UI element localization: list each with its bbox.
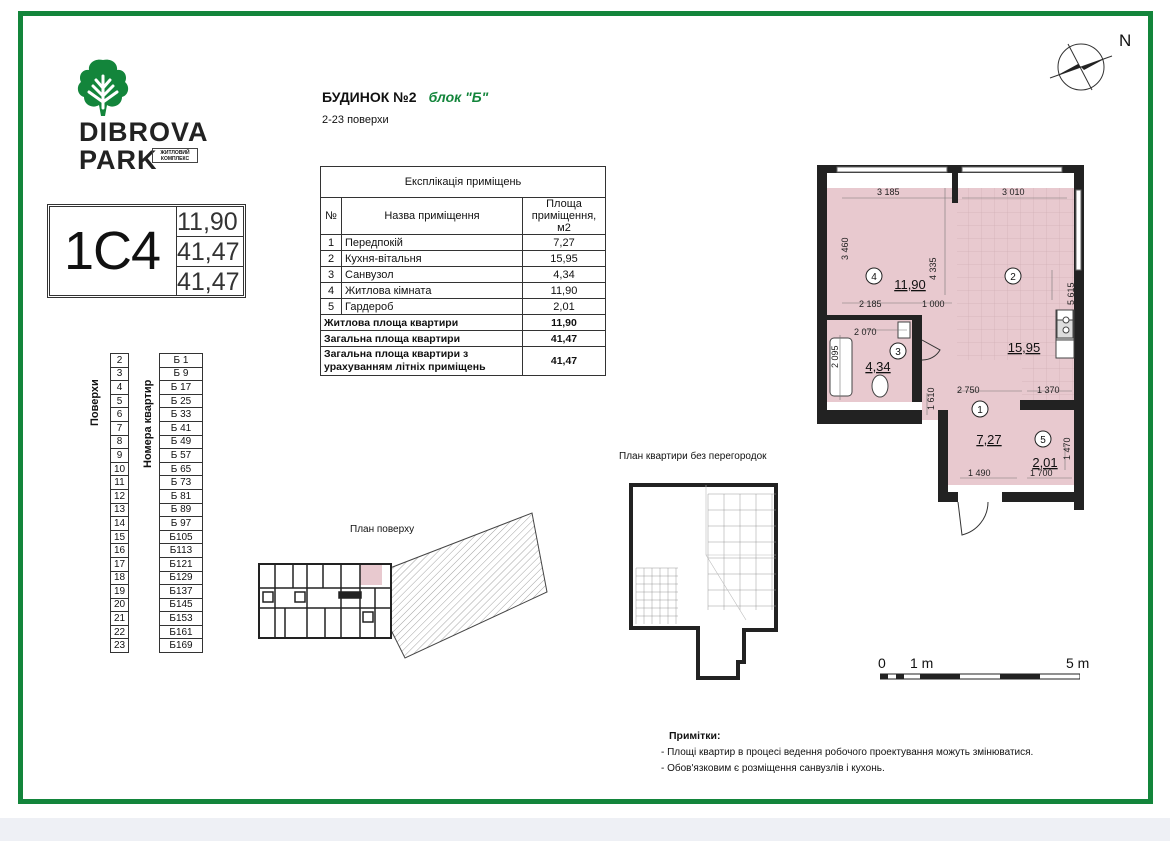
floor-number: 21 [111,612,129,626]
highlighted-apartment [360,565,382,585]
table-row [160,367,203,381]
apartment-number: Б 57 [160,449,203,463]
floor-number: 22 [111,625,129,639]
apartment-number: Б169 [160,639,203,653]
dim-text: 2 095 [830,345,840,368]
dim-text: 4 335 [928,257,938,280]
floors-range: 2-23 поверхи [322,114,389,126]
table-row [111,585,129,599]
total-row: Житлова площа квартири 11,90 [321,315,606,331]
logo-wordmark: DIBROVA PARK [79,117,209,175]
apartment-number: Б145 [160,598,203,612]
page-title [322,89,488,105]
apartment-area-values [176,207,243,295]
dim-text: 1 490 [968,468,991,478]
room-number: 5 [1040,435,1046,446]
floor-overview-plan [255,508,555,663]
apartment-number: Б 49 [160,435,203,449]
explication-title: Експлікація приміщень [321,167,606,198]
apartment-number: Б 9 [160,367,203,381]
dim-text: 1 370 [1037,385,1060,395]
room-number: 3 [895,347,901,358]
floor-number: 8 [111,435,129,449]
dim-text: 1 470 [1062,437,1072,460]
table-row [111,421,129,435]
scale-one: 1 m [910,655,934,671]
table-row [111,462,129,476]
dim-text: 1 000 [922,299,945,309]
apartment-number: Б161 [160,625,203,639]
floors-table [110,353,129,653]
floor-number: 6 [111,408,129,422]
building-label: БУДИНОК №2 [322,89,417,105]
floor-number: 18 [111,571,129,585]
table-row: 2 Кухня-вітальня 15,95 [321,251,606,267]
apartment-code-box [47,204,246,298]
room-area: 2,01 [1032,455,1058,470]
apartment-number: Б113 [160,544,203,558]
dim-text: 2 185 [859,299,882,309]
table-row [160,503,203,517]
apartment-number: Б 41 [160,421,203,435]
room-number: 1 [977,405,983,416]
table-row [111,476,129,490]
scale-zero: 0 [878,655,886,671]
table-row [111,625,129,639]
dim-text: 2 750 [957,385,980,395]
table-row: 4 Житлова кімната 11,90 [321,283,606,299]
scale-five: 5 m [1066,655,1090,671]
table-row [160,625,203,639]
floor-number: 14 [111,517,129,531]
table-row [160,489,203,503]
floors-label: Поверхи [89,379,101,426]
floor-number: 9 [111,449,129,463]
logo-subtitle: ЖИТЛОВИЙ КОМПЛЕКС [152,148,198,163]
table-row: 5 Гардероб 2,01 [321,299,606,315]
total-area-value: 41,47 [177,237,243,267]
living-area-value: 11,90 [177,207,243,237]
table-row [160,517,203,531]
table-row [111,489,129,503]
apartment-number: Б 25 [160,394,203,408]
col-num-header: № [321,198,342,235]
table-row [111,598,129,612]
floor-number: 5 [111,394,129,408]
apartment-number: Б153 [160,612,203,626]
apartment-number: Б 17 [160,381,203,395]
floor-number: 23 [111,639,129,653]
apartment-number: Б 73 [160,476,203,490]
floor-number: 7 [111,421,129,435]
table-row [111,571,129,585]
floor-number: 15 [111,530,129,544]
table-row [160,476,203,490]
room-number: 2 [1010,272,1016,283]
table-row: 3 Санвузол 4,34 [321,267,606,283]
room-area: 4,34 [865,359,891,374]
table-row [160,408,203,422]
table-row [160,639,203,653]
table-row [111,503,129,517]
apartment-number: Б 65 [160,462,203,476]
table-row [111,367,129,381]
total-row: Загальна площа квартири 41,47 [321,331,606,347]
block-label: блок "Б" [428,89,489,105]
no-partitions-caption: План квартири без перегородок [619,451,767,462]
floor-number: 10 [111,462,129,476]
dim-text: 2 070 [854,327,877,337]
apartment-number: Б 97 [160,517,203,531]
floor-number: 11 [111,476,129,490]
apartment-number: Б 33 [160,408,203,422]
floor-number: 20 [111,598,129,612]
dim-text: 1 610 [926,387,936,410]
table-row [111,354,129,368]
dim-text: 1 700 [1030,468,1053,478]
table-row [160,585,203,599]
table-row [160,462,203,476]
floor-number: 4 [111,381,129,395]
dim-text: 3 460 [840,237,850,260]
room-number: 4 [871,272,877,283]
apartment-number: Б105 [160,530,203,544]
col-area-header: Площа приміщення, м2 [523,198,606,235]
apartment-numbers-table [159,353,203,653]
dim-text: 5 615 [1066,282,1076,305]
table-row [111,530,129,544]
table-row [160,598,203,612]
table-row [111,517,129,531]
table-row [111,639,129,653]
table-row [160,394,203,408]
table-row [111,557,129,571]
room-area: 11,90 [894,277,926,292]
floor-plan-caption: План поверху [350,524,415,535]
apartment-number: Б121 [160,557,203,571]
floor-number: 16 [111,544,129,558]
col-name-header: Назва приміщення [342,198,523,235]
explication-table [320,166,606,376]
floor-number: 2 [111,354,129,368]
table-row [111,435,129,449]
table-row: 1 Передпокій 7,27 [321,235,606,251]
table-row [111,408,129,422]
table-row [160,354,203,368]
apartment-number: Б129 [160,571,203,585]
table-row [160,435,203,449]
table-row [160,449,203,463]
table-row [111,449,129,463]
floor-number: 19 [111,585,129,599]
table-row [160,421,203,435]
room-area: 15,95 [1007,340,1041,355]
note-item: - Площі квартир в процесі ведення робочого проектування можуть змінюватися. [661,747,1034,758]
room-area: 7,27 [976,432,1002,447]
scale-bar [880,672,1080,682]
note-item: - Обов'язковим є розміщення санвузлів і кухонь. [661,763,885,774]
plan-without-partitions [626,480,782,682]
oak-tree-logo-icon [74,56,132,118]
table-row [160,557,203,571]
notes [661,728,1033,777]
table-row [111,544,129,558]
apartment-floor-plan [812,160,1102,542]
total-area-summer-value: 41,47 [177,268,240,296]
apartment-number: Б 1 [160,354,203,368]
table-row [160,571,203,585]
apartment-number: Б 89 [160,503,203,517]
table-row [111,394,129,408]
notes-title: Примітки: [669,730,721,742]
total-row: Загальна площа квартири з урахуванням літніх приміщень 41,47 [321,347,606,376]
apartment-number: Б 81 [160,489,203,503]
table-row [160,381,203,395]
apartment-code: 1С4 [64,221,161,281]
floor-number: 3 [111,367,129,381]
table-row [160,612,203,626]
floor-number: 17 [111,557,129,571]
table-row [111,381,129,395]
table-row [160,530,203,544]
floor-number: 12 [111,489,129,503]
north-arrow-icon [1048,38,1114,96]
north-label: N [1119,31,1132,50]
floor-number: 13 [111,503,129,517]
apartments-label: Номера квартир [142,379,154,468]
dim-text: 3 010 [1002,187,1025,197]
table-row [111,612,129,626]
dim-text: 3 185 [877,187,900,197]
apartment-number: Б137 [160,585,203,599]
table-row [160,544,203,558]
